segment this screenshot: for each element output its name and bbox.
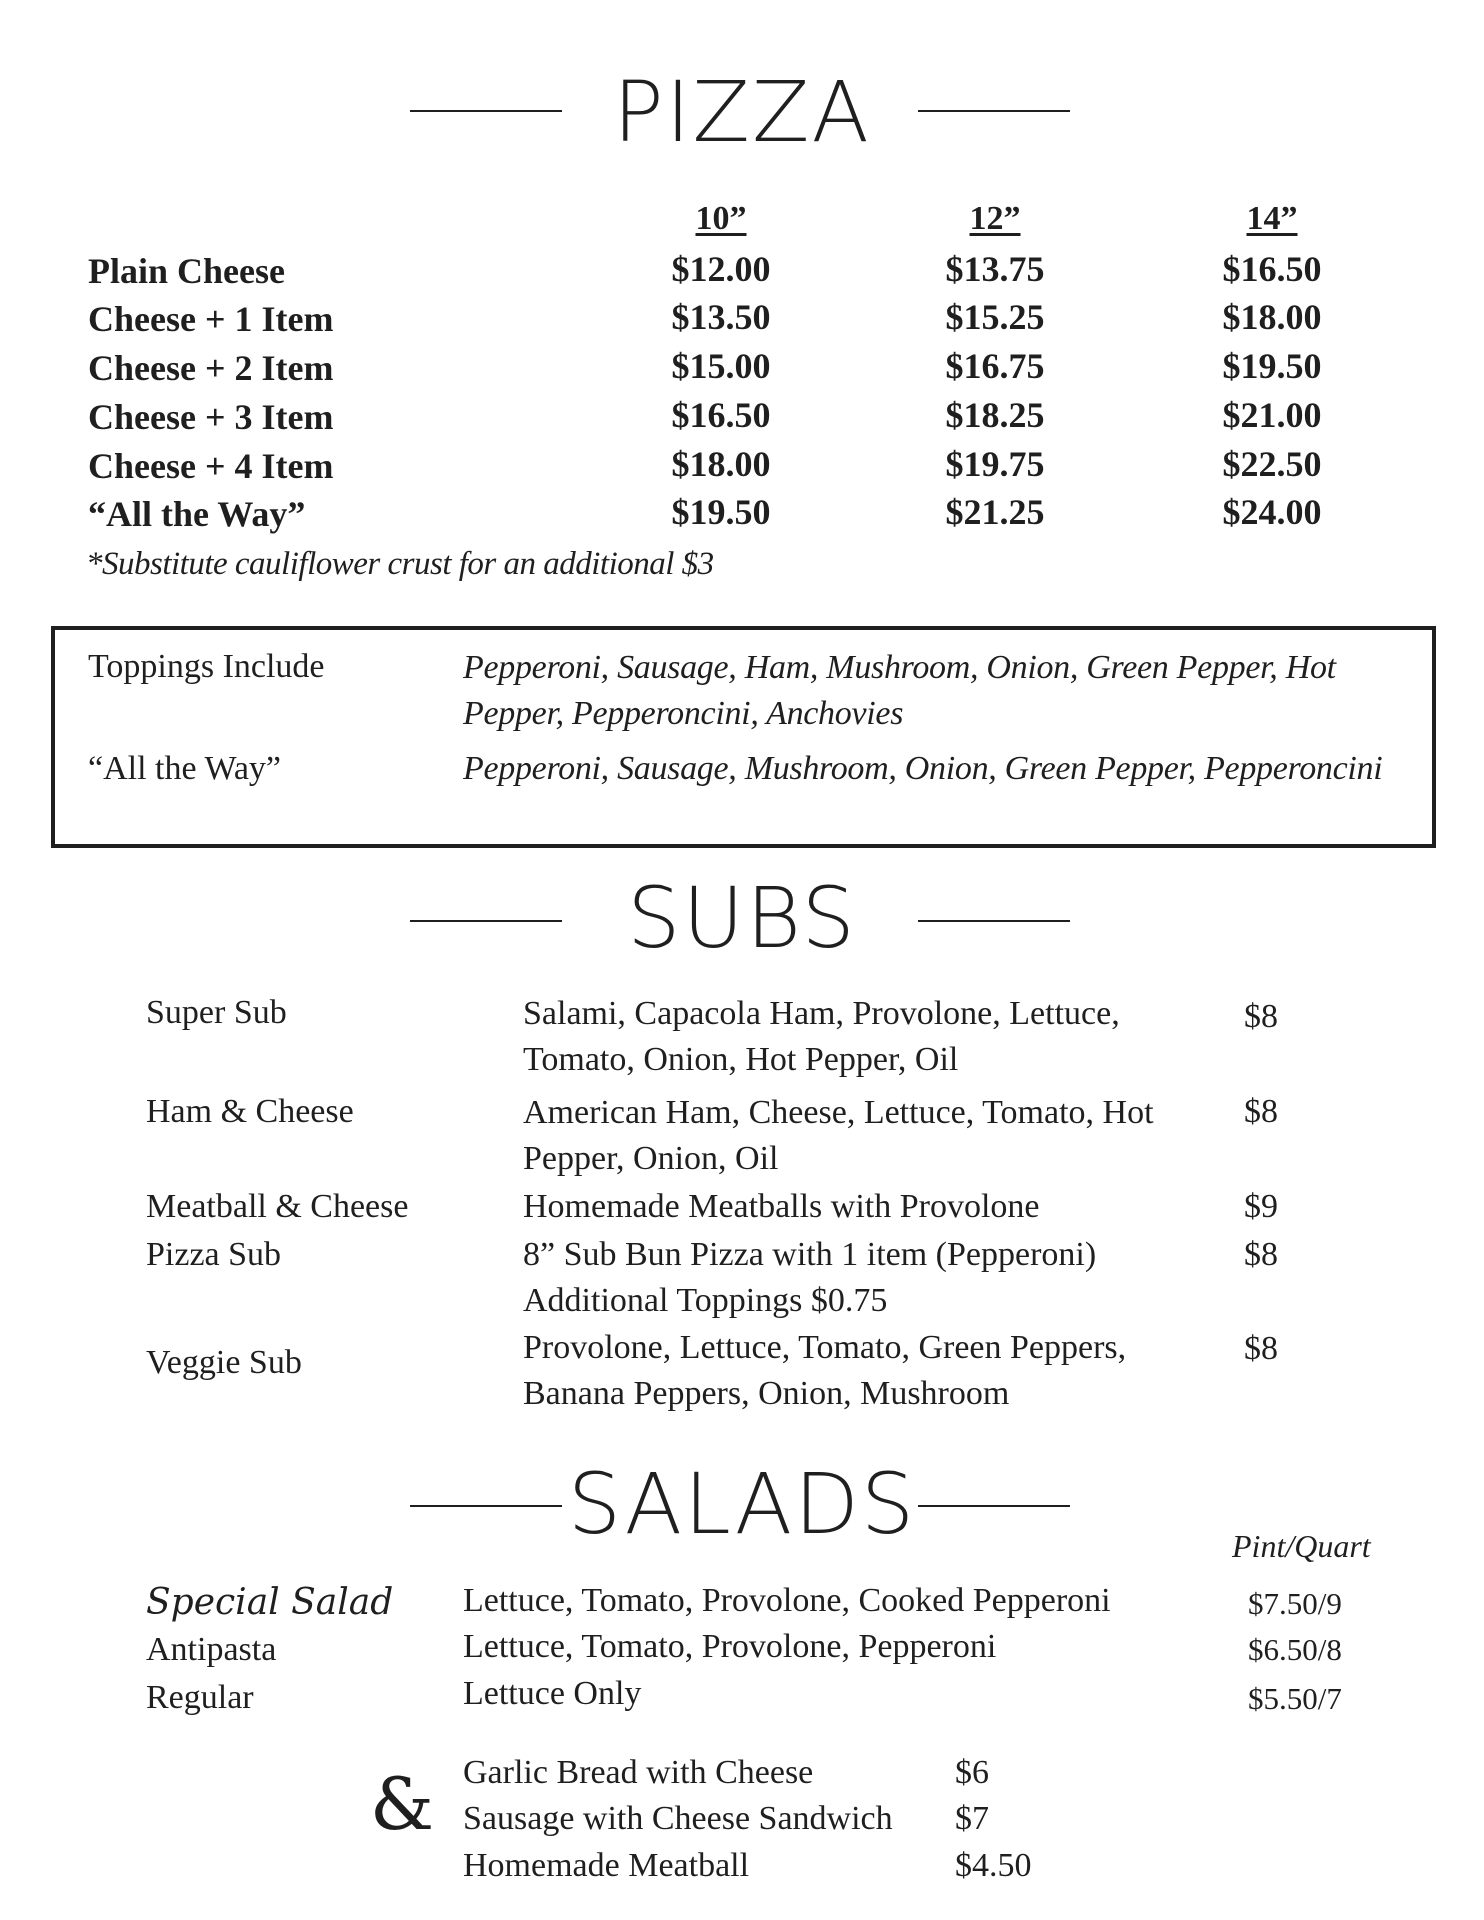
- pizza-price-14: $24.00: [1222, 492, 1322, 532]
- pizza-item-name: Cheese + 1 Item: [88, 299, 334, 339]
- pizza-price-10: $13.50: [671, 297, 771, 337]
- salads-title: SALADS: [567, 1455, 917, 1553]
- extra-item-price: $7: [955, 1800, 989, 1837]
- all-the-way-label: “All the Way”: [88, 750, 282, 787]
- pizza-item-name: “All the Way”: [88, 494, 306, 534]
- pizza-price-12: $15.25: [945, 297, 1045, 337]
- sub-description: American Ham, Cheese, Lettuce, Tomato, Hot Pepper, Onion, Oil: [523, 1094, 1154, 1177]
- subs-rule-right: [918, 920, 1070, 922]
- salad-name-special: Special Salad: [146, 1582, 394, 1623]
- sub-price: $8: [1244, 998, 1278, 1035]
- toppings-include-list: Pepperoni, Sausage, Ham, Mushroom, Onion, Green Pepper, Hot Pepper, Pepperoncini, Anchovies: [463, 649, 1336, 732]
- salad-price: $5.50/7: [1248, 1681, 1342, 1716]
- salad-price: $6.50/8: [1248, 1632, 1342, 1667]
- sub-price: $8: [1244, 1093, 1278, 1130]
- sub-name: Meatball & Cheese: [146, 1188, 409, 1225]
- pizza-price-10: $15.00: [671, 346, 771, 386]
- pizza-price-14: $19.50: [1222, 346, 1322, 386]
- pizza-price-10: $12.00: [671, 249, 771, 289]
- toppings-include-label: Toppings Include: [88, 648, 325, 685]
- sub-price: $8: [1244, 1330, 1278, 1367]
- cauliflower-note: *Substitute cauliflower crust for an additional $3: [86, 546, 714, 582]
- salad-description: Lettuce Only: [463, 1675, 642, 1712]
- extra-item-name: Garlic Bread with Cheese: [463, 1754, 814, 1791]
- extra-item-price: $4.50: [955, 1847, 1032, 1884]
- sub-description: Homemade Meatballs with Provolone: [523, 1188, 1040, 1225]
- salad-description: Lettuce, Tomato, Provolone, Cooked Pepperoni: [463, 1582, 1111, 1619]
- sub-name: Veggie Sub: [146, 1344, 302, 1381]
- pizza-price-12: $19.75: [945, 444, 1045, 484]
- sub-description: 8” Sub Bun Pizza with 1 item (Pepperoni): [523, 1236, 1097, 1273]
- pizza-price-14: $22.50: [1222, 444, 1322, 484]
- salads-rule-right: [918, 1505, 1070, 1507]
- pizza-price-12: $21.25: [945, 492, 1045, 532]
- pizza-price-14: $18.00: [1222, 297, 1322, 337]
- salad-description: Lettuce, Tomato, Provolone, Pepperoni: [463, 1628, 997, 1665]
- extra-item-name: Homemade Meatball: [463, 1847, 750, 1884]
- size-header-10: 10”: [695, 200, 747, 237]
- size-header-14: 14”: [1246, 200, 1298, 237]
- pizza-item-name: Cheese + 4 Item: [88, 446, 334, 486]
- extra-item-price: $6: [955, 1754, 989, 1791]
- size-header-12: 12”: [969, 200, 1021, 237]
- pizza-price-10: $19.50: [671, 492, 771, 532]
- sub-price: $9: [1244, 1188, 1278, 1225]
- pizza-price-14: $21.00: [1222, 395, 1322, 435]
- pint-quart-header: Pint/Quart: [1232, 1528, 1371, 1564]
- sub-extra-note: Additional Toppings $0.75: [523, 1282, 888, 1319]
- salad-name: Antipasta: [146, 1631, 277, 1668]
- sub-name: Ham & Cheese: [146, 1093, 354, 1130]
- pizza-price-10: $18.00: [671, 444, 771, 484]
- sub-name: Super Sub: [146, 994, 287, 1031]
- salad-price: $7.50/9: [1248, 1586, 1342, 1621]
- sub-price: $8: [1244, 1236, 1278, 1273]
- sub-description: Salami, Capacola Ham, Provolone, Lettuce, Tomato, Onion, Hot Pepper, Oil: [523, 995, 1120, 1078]
- pizza-price-10: $16.50: [671, 395, 771, 435]
- all-the-way-list: Pepperoni, Sausage, Mushroom, Onion, Green Pepper, Pepperoncini: [463, 750, 1383, 787]
- pizza-item-name: Cheese + 3 Item: [88, 397, 334, 437]
- pizza-price-12: $13.75: [945, 249, 1045, 289]
- extra-item-name: Sausage with Cheese Sandwich: [463, 1800, 893, 1837]
- pizza-price-12: $16.75: [945, 346, 1045, 386]
- pizza-price-12: $18.25: [945, 395, 1045, 435]
- subs-title: SUBS: [627, 869, 857, 967]
- pizza-rule-right: [918, 110, 1070, 112]
- pizza-title: PIZZA: [613, 63, 871, 161]
- sub-name: Pizza Sub: [146, 1236, 282, 1273]
- ampersand-symbol: &: [370, 1762, 435, 1846]
- salad-name: Regular: [146, 1679, 254, 1716]
- pizza-item-name: Plain Cheese: [88, 251, 285, 291]
- pizza-item-name: Cheese + 2 Item: [88, 348, 334, 388]
- pizza-price-14: $16.50: [1222, 249, 1322, 289]
- sub-description: Provolone, Lettuce, Tomato, Green Peppers, Banana Peppers, Onion, Mushroom: [523, 1329, 1127, 1412]
